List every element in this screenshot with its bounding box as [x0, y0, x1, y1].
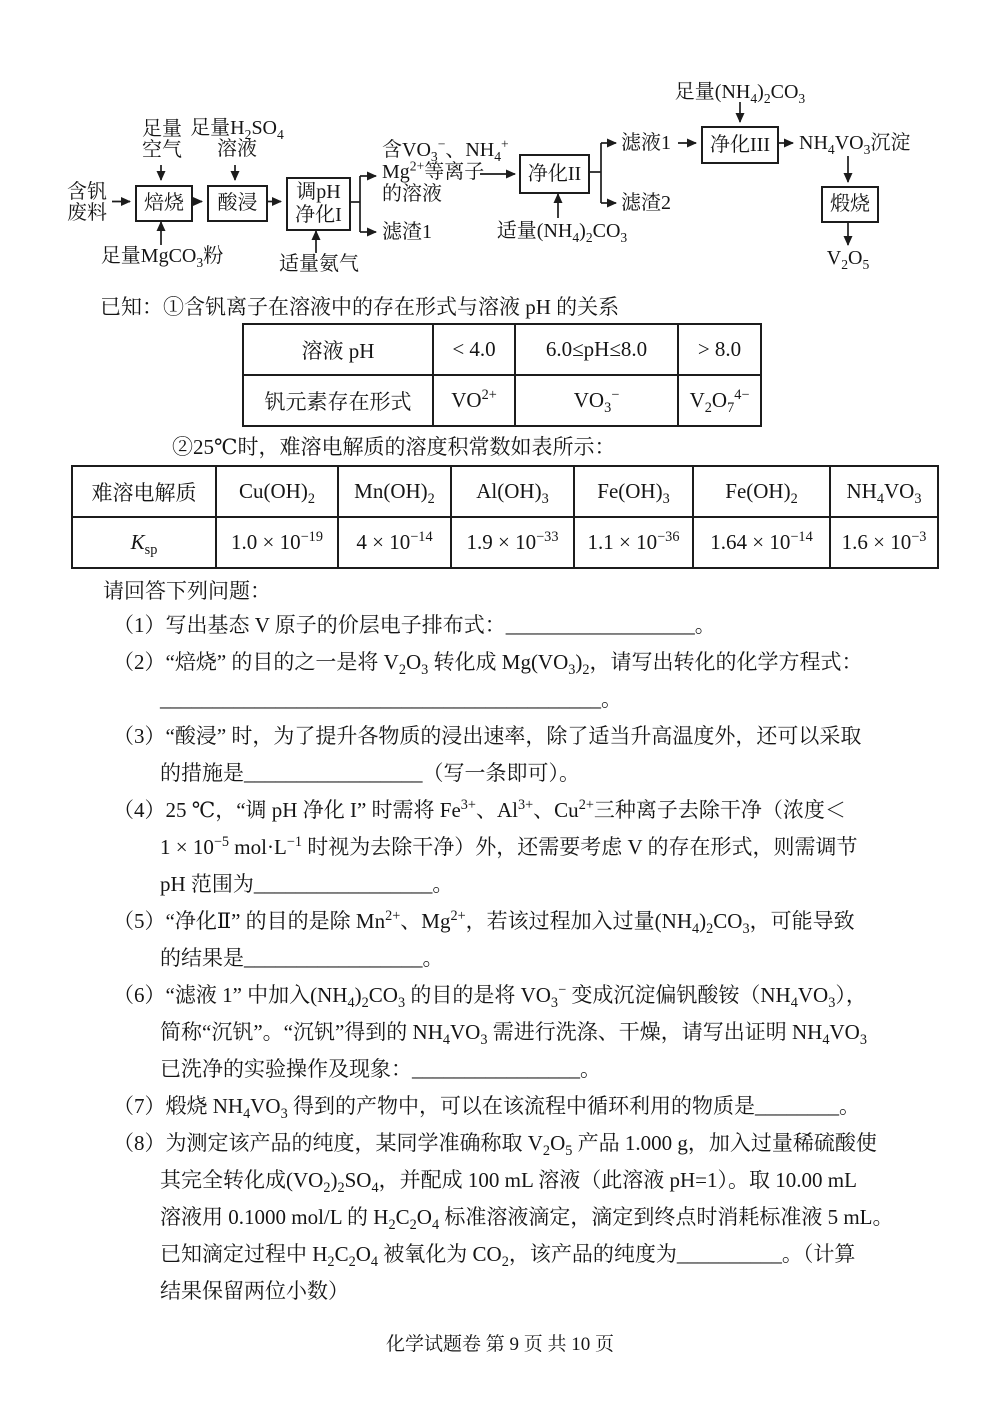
label-nh4vo3-precipitate: $NH_4VO_3$沉淀: [799, 132, 911, 157]
table-row: [243, 324, 761, 375]
table-cell: $Fe(OH)_3$: [574, 466, 693, 517]
label-excess-nh4co3: 足量$(NH_4)_2CO_3$: [674, 81, 806, 106]
question-3: [113, 718, 973, 792]
question-line: 简称“沉钒”。“沉钒”得到的 $NH_4VO_3$ 需进行洗涤、干燥，请写出证明 $NH_4VO_3$: [160, 1020, 867, 1049]
question-line: 其完全转化成$(VO_2)_2SO_4$，并配成 100 mL 溶液（此溶液 pH=1）。取 10.00 mL: [160, 1168, 857, 1197]
question-line: 已洗净的实验操作及现象：________________。: [160, 1057, 601, 1081]
label-moderate-ammonia: 适量氨气: [279, 253, 359, 275]
question-line: （3）“酸浸” 时，为了提升各物质的浸出速率，除了适当升高温度外，还可以采取: [113, 724, 862, 748]
question-line: （1）写出基态 V 原子的价层电子排布式：__________________。: [113, 613, 716, 637]
label-excess-air: 足量 空气: [142, 118, 182, 161]
node-purify2: 净化II: [519, 154, 590, 194]
table-cell: < 4.0: [433, 324, 515, 375]
question-line: （6）“滤液 1” 中加入$(NH_4)_2CO_3$ 的目的是将 $VO_3^-$ 变成沉淀偏钒酸铵$(NH_4VO_3)$，: [113, 982, 867, 1012]
ph-form-table: [242, 323, 762, 427]
label-residue1: 滤渣1: [382, 221, 432, 243]
question-2: [113, 644, 973, 718]
question-1: [113, 607, 973, 644]
question-line: （2）“焙烧” 的目的之一是将 $V_2O_3$ 转化成 $Mg(VO_3)_2$，请写出转化的化学方程式：: [113, 650, 863, 679]
question-8: [113, 1125, 973, 1310]
known-note-1: 已知：①含钒离子在溶液中的存在形式与溶液 pH 的关系: [100, 295, 620, 319]
question-line: （7）煅烧 $NH_4VO_3$ 得到的产物中，可以在该流程中循环利用的物质是________。: [113, 1094, 860, 1123]
table-cell: $4 \times 10^{-14}$: [338, 517, 451, 568]
question-line: __________________________________________。: [160, 687, 622, 711]
table-cell: $Cu(OH)_2$: [216, 466, 338, 517]
questions-list: [113, 607, 973, 1310]
table-cell: 溶液 pH: [243, 324, 433, 375]
question-line: 已知滴定过程中 $H_2C_2O_4$ 被氧化为 $CO_2$，该产品的纯度为__________。（计算: [160, 1242, 856, 1271]
table-cell: $NH_4VO_3$: [830, 466, 938, 517]
table-cell: > 8.0: [678, 324, 761, 375]
table-cell: 难溶电解质: [72, 466, 216, 517]
node-roasting: 焙烧: [135, 185, 193, 222]
question-4: [113, 792, 973, 903]
known-note-2: ②25℃时，难溶电解质的溶度积常数如表所示：: [172, 435, 616, 459]
table-cell: $Al(OH)_3$: [451, 466, 574, 517]
table-cell: $1.1 \times 10^{-36}$: [574, 517, 693, 568]
table-cell: $VO^{2+}$: [433, 375, 515, 426]
ksp-table: [71, 465, 939, 569]
table-cell: $V_2O_7^{4-}$: [678, 375, 761, 426]
table-row: [72, 517, 938, 568]
node-purify3: 净化III: [701, 126, 779, 164]
node-adjust-ph-purify1: 调pH 净化I: [286, 177, 351, 231]
question-line: （5）“净化Ⅱ” 的目的是除 $Mn^{2+}$、$Mg^{2+}$，若该过程加入过量$(NH_4)_2CO_3$，可能导致: [113, 908, 855, 938]
table-row: [243, 375, 761, 426]
table-cell: $VO_3^-$: [515, 375, 678, 426]
questions-prompt: 请回答下列问题：: [103, 579, 271, 603]
label-moderate-nh4co3: 适量$(NH_4)_2CO_3$: [496, 220, 628, 245]
question-line: 的措施是_________________（写一条即可）。: [160, 761, 580, 785]
label-filtrate1: 滤液1: [621, 132, 671, 154]
page-footer: 化学试题卷 第 9 页 共 10 页: [385, 1334, 614, 1355]
question-line: 的结果是_________________。: [160, 946, 444, 970]
label-vanadium-waste: 含钒 废料: [67, 181, 107, 224]
table-cell: $1.9 \times 10^{-33}$: [451, 517, 574, 568]
table-cell: $Fe(OH)_2$: [693, 466, 830, 517]
table-cell: $1.64 \times 10^{-14}$: [693, 517, 830, 568]
label-ion-solution: 含$VO_3^-$、$NH_4^+$ $Mg^{2+}$等离子 的溶液: [382, 136, 509, 205]
table-cell: 钒元素存在形式: [243, 375, 433, 426]
label-residue2: 滤渣2: [621, 192, 671, 214]
node-calcination: 煅烧: [821, 186, 879, 223]
label-v2o5-product: $V_2O_5$: [826, 247, 870, 272]
question-line: 溶液用 0.1000 mol/L 的 $H_2C_2O_4$ 标准溶液滴定，滴定到终点时消耗标准液 5 mL。: [160, 1205, 894, 1234]
table-cell: $Mn(OH)_2$: [338, 466, 451, 517]
question-6: [113, 977, 973, 1088]
table-cell: 6.0≤pH≤8.0: [515, 324, 678, 375]
table-cell: $1.6 \times 10^{-3}$: [830, 517, 938, 568]
question-5: [113, 903, 973, 977]
question-line: $1 \times 10^{-5}$ $mol\cdot L^{-1}$ 时视为去除干净）外，还需要考虑 V 的存在形式，则需调节: [160, 834, 858, 859]
question-line: （8）为测定该产品的纯度，某同学准确称取 $V_2O_5$ 产品 1.000 g，加入过量稀硫酸使: [113, 1131, 877, 1160]
label-excess-h2so4: 足量$H_2SO_4$ 溶液: [190, 117, 284, 160]
question-line: （4）25 ℃，“调 pH 净化 I” 时需将 $Fe^{3+}$、$Al^{3+}$、$Cu^{2+}$三种离子去除干净（浓度＜: [113, 797, 846, 822]
label-excess-mgco3: 足量MgCO$_3$粉: [100, 245, 224, 270]
question-line: 结果保留两位小数）: [160, 1279, 349, 1303]
question-7: [113, 1088, 973, 1125]
table-row: [72, 466, 938, 517]
question-line: pH 范围为_________________。: [160, 872, 454, 896]
table-cell: $1.0 \times 10^{-19}$: [216, 517, 338, 568]
process-flow-diagram: [0, 0, 1000, 292]
table-cell: $K_{sp}$: [72, 517, 216, 568]
node-acid-leaching: 酸浸: [207, 185, 268, 222]
